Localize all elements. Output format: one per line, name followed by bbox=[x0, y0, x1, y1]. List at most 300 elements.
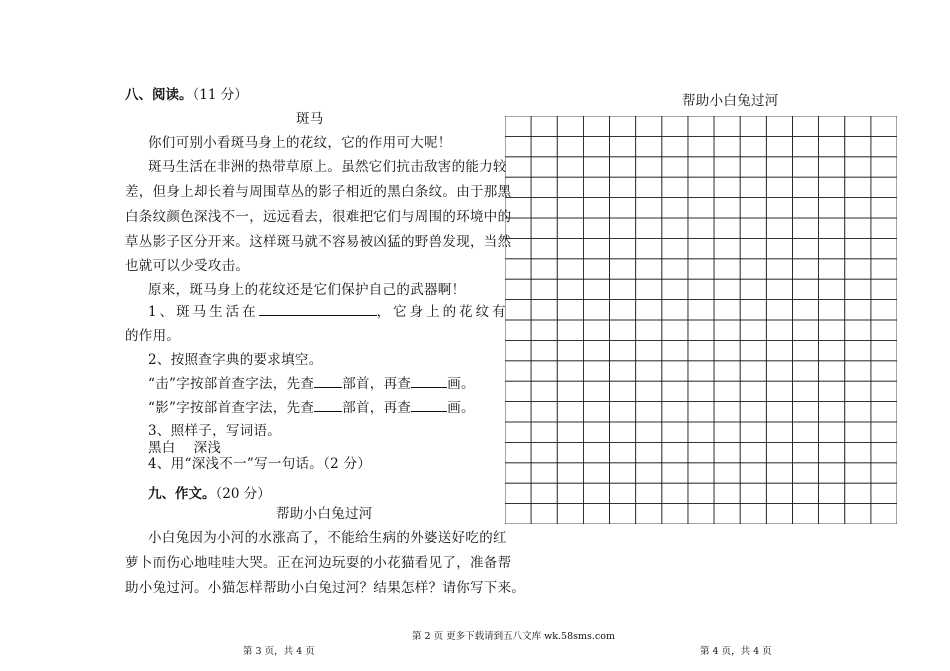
grid-cell[interactable] bbox=[714, 198, 740, 218]
grid-cell[interactable] bbox=[792, 463, 818, 483]
grid-cell[interactable] bbox=[636, 238, 662, 258]
grid-cell[interactable] bbox=[819, 483, 845, 503]
grid-cell[interactable] bbox=[557, 300, 583, 320]
grid-cell[interactable] bbox=[505, 218, 531, 238]
grid-cell[interactable] bbox=[819, 320, 845, 340]
grid-cell[interactable] bbox=[557, 279, 583, 299]
grid-cell[interactable] bbox=[819, 177, 845, 197]
grid-cell[interactable] bbox=[662, 381, 688, 401]
grid-cell[interactable] bbox=[688, 238, 714, 258]
grid-cell[interactable] bbox=[819, 218, 845, 238]
grid-cell[interactable] bbox=[583, 238, 609, 258]
grid-cell[interactable] bbox=[636, 422, 662, 442]
grid-cell[interactable] bbox=[819, 381, 845, 401]
grid-cell[interactable] bbox=[871, 300, 897, 320]
grid-cell[interactable] bbox=[583, 422, 609, 442]
grid-cell[interactable] bbox=[766, 259, 792, 279]
grid-cell[interactable] bbox=[845, 504, 871, 524]
grid-cell[interactable] bbox=[583, 177, 609, 197]
grid-cell[interactable] bbox=[610, 238, 636, 258]
grid-cell[interactable] bbox=[636, 320, 662, 340]
grid-cell[interactable] bbox=[583, 381, 609, 401]
grid-cell[interactable] bbox=[505, 279, 531, 299]
grid-cell[interactable] bbox=[819, 157, 845, 177]
grid-cell[interactable] bbox=[871, 402, 897, 422]
grid-cell[interactable] bbox=[531, 381, 557, 401]
answer-blank[interactable] bbox=[314, 399, 342, 412]
grid-cell[interactable] bbox=[531, 279, 557, 299]
grid-cell[interactable] bbox=[557, 259, 583, 279]
grid-cell[interactable] bbox=[688, 157, 714, 177]
grid-cell[interactable] bbox=[531, 136, 557, 156]
grid-cell[interactable] bbox=[583, 136, 609, 156]
grid-cell[interactable] bbox=[505, 442, 531, 462]
grid-cell[interactable] bbox=[505, 422, 531, 442]
grid-cell[interactable] bbox=[740, 483, 766, 503]
grid-cell[interactable] bbox=[531, 422, 557, 442]
grid-cell[interactable] bbox=[610, 157, 636, 177]
grid-cell[interactable] bbox=[662, 504, 688, 524]
grid-cell[interactable] bbox=[871, 198, 897, 218]
grid-cell[interactable] bbox=[610, 218, 636, 238]
grid-cell[interactable] bbox=[610, 381, 636, 401]
grid-cell[interactable] bbox=[819, 136, 845, 156]
grid-cell[interactable] bbox=[714, 483, 740, 503]
grid-cell[interactable] bbox=[740, 361, 766, 381]
grid-cell[interactable] bbox=[714, 259, 740, 279]
grid-cell[interactable] bbox=[845, 442, 871, 462]
grid-cell[interactable] bbox=[531, 340, 557, 360]
grid-cell[interactable] bbox=[531, 198, 557, 218]
grid-cell[interactable] bbox=[740, 157, 766, 177]
grid-cell[interactable] bbox=[792, 136, 818, 156]
grid-cell[interactable] bbox=[845, 340, 871, 360]
grid-cell[interactable] bbox=[792, 422, 818, 442]
grid-cell[interactable] bbox=[714, 300, 740, 320]
grid-cell[interactable] bbox=[871, 136, 897, 156]
grid-cell[interactable] bbox=[505, 361, 531, 381]
grid-cell[interactable] bbox=[766, 340, 792, 360]
grid-cell[interactable] bbox=[714, 279, 740, 299]
grid-cell[interactable] bbox=[688, 422, 714, 442]
grid-cell[interactable] bbox=[714, 116, 740, 136]
grid-cell[interactable] bbox=[766, 198, 792, 218]
grid-cell[interactable] bbox=[662, 279, 688, 299]
grid-cell[interactable] bbox=[871, 320, 897, 340]
grid-cell[interactable] bbox=[792, 442, 818, 462]
grid-cell[interactable] bbox=[610, 198, 636, 218]
answer-blank[interactable] bbox=[259, 303, 377, 316]
grid-cell[interactable] bbox=[766, 381, 792, 401]
grid-cell[interactable] bbox=[505, 483, 531, 503]
grid-cell[interactable] bbox=[766, 442, 792, 462]
grid-cell[interactable] bbox=[610, 402, 636, 422]
grid-cell[interactable] bbox=[610, 177, 636, 197]
grid-cell[interactable] bbox=[871, 504, 897, 524]
grid-cell[interactable] bbox=[740, 177, 766, 197]
grid-cell[interactable] bbox=[557, 361, 583, 381]
grid-cell[interactable] bbox=[688, 198, 714, 218]
grid-cell[interactable] bbox=[740, 218, 766, 238]
grid-cell[interactable] bbox=[505, 136, 531, 156]
grid-cell[interactable] bbox=[557, 177, 583, 197]
grid-cell[interactable] bbox=[740, 300, 766, 320]
grid-cell[interactable] bbox=[871, 483, 897, 503]
grid-cell[interactable] bbox=[871, 116, 897, 136]
grid-cell[interactable] bbox=[636, 218, 662, 238]
grid-cell[interactable] bbox=[766, 177, 792, 197]
grid-cell[interactable] bbox=[714, 463, 740, 483]
grid-cell[interactable] bbox=[505, 238, 531, 258]
grid-cell[interactable] bbox=[766, 463, 792, 483]
grid-cell[interactable] bbox=[557, 157, 583, 177]
grid-cell[interactable] bbox=[636, 483, 662, 503]
grid-cell[interactable] bbox=[845, 218, 871, 238]
grid-cell[interactable] bbox=[557, 381, 583, 401]
grid-cell[interactable] bbox=[688, 320, 714, 340]
grid-cell[interactable] bbox=[636, 361, 662, 381]
grid-cell[interactable] bbox=[557, 504, 583, 524]
answer-blank[interactable] bbox=[411, 375, 447, 388]
grid-cell[interactable] bbox=[740, 238, 766, 258]
grid-cell[interactable] bbox=[505, 116, 531, 136]
grid-cell[interactable] bbox=[583, 279, 609, 299]
grid-cell[interactable] bbox=[714, 136, 740, 156]
grid-cell[interactable] bbox=[845, 402, 871, 422]
grid-cell[interactable] bbox=[792, 238, 818, 258]
grid-cell[interactable] bbox=[845, 463, 871, 483]
grid-cell[interactable] bbox=[792, 198, 818, 218]
grid-cell[interactable] bbox=[610, 320, 636, 340]
grid-cell[interactable] bbox=[636, 136, 662, 156]
grid-cell[interactable] bbox=[531, 483, 557, 503]
grid-cell[interactable] bbox=[505, 300, 531, 320]
grid-cell[interactable] bbox=[557, 238, 583, 258]
grid-cell[interactable] bbox=[662, 300, 688, 320]
grid-cell[interactable] bbox=[688, 300, 714, 320]
grid-cell[interactable] bbox=[819, 422, 845, 442]
grid-cell[interactable] bbox=[845, 116, 871, 136]
grid-cell[interactable] bbox=[766, 361, 792, 381]
grid-cell[interactable] bbox=[819, 279, 845, 299]
grid-cell[interactable] bbox=[714, 340, 740, 360]
grid-cell[interactable] bbox=[740, 136, 766, 156]
grid-cell[interactable] bbox=[610, 422, 636, 442]
grid-cell[interactable] bbox=[531, 238, 557, 258]
grid-cell[interactable] bbox=[714, 361, 740, 381]
grid-cell[interactable] bbox=[819, 198, 845, 218]
grid-cell[interactable] bbox=[583, 198, 609, 218]
grid-cell[interactable] bbox=[714, 504, 740, 524]
grid-cell[interactable] bbox=[766, 483, 792, 503]
grid-cell[interactable] bbox=[505, 198, 531, 218]
writing-grid[interactable] bbox=[505, 116, 897, 524]
grid-cell[interactable] bbox=[662, 320, 688, 340]
grid-cell[interactable] bbox=[766, 136, 792, 156]
grid-cell[interactable] bbox=[531, 463, 557, 483]
grid-cell[interactable] bbox=[583, 300, 609, 320]
grid-cell[interactable] bbox=[505, 320, 531, 340]
grid-cell[interactable] bbox=[792, 279, 818, 299]
grid-cell[interactable] bbox=[871, 218, 897, 238]
grid-cell[interactable] bbox=[662, 259, 688, 279]
grid-cell[interactable] bbox=[662, 116, 688, 136]
grid-cell[interactable] bbox=[505, 463, 531, 483]
grid-cell[interactable] bbox=[610, 279, 636, 299]
grid-cell[interactable] bbox=[610, 463, 636, 483]
grid-cell[interactable] bbox=[662, 483, 688, 503]
grid-cell[interactable] bbox=[662, 422, 688, 442]
grid-cell[interactable] bbox=[819, 259, 845, 279]
grid-cell[interactable] bbox=[688, 116, 714, 136]
grid-cell[interactable] bbox=[845, 157, 871, 177]
grid-cell[interactable] bbox=[740, 116, 766, 136]
grid-cell[interactable] bbox=[688, 361, 714, 381]
grid-cell[interactable] bbox=[871, 238, 897, 258]
grid-cell[interactable] bbox=[610, 361, 636, 381]
grid-cell[interactable] bbox=[792, 157, 818, 177]
grid-cell[interactable] bbox=[662, 361, 688, 381]
grid-cell[interactable] bbox=[531, 259, 557, 279]
grid-cell[interactable] bbox=[557, 340, 583, 360]
grid-cell[interactable] bbox=[583, 340, 609, 360]
grid-cell[interactable] bbox=[792, 259, 818, 279]
grid-cell[interactable] bbox=[871, 279, 897, 299]
grid-cell[interactable] bbox=[636, 259, 662, 279]
grid-cell[interactable] bbox=[583, 218, 609, 238]
grid-cell[interactable] bbox=[792, 320, 818, 340]
grid-cell[interactable] bbox=[871, 361, 897, 381]
grid-cell[interactable] bbox=[792, 340, 818, 360]
grid-cell[interactable] bbox=[610, 442, 636, 462]
grid-cell[interactable] bbox=[819, 116, 845, 136]
grid-cell[interactable] bbox=[688, 463, 714, 483]
grid-cell[interactable] bbox=[740, 381, 766, 401]
grid-cell[interactable] bbox=[819, 300, 845, 320]
grid-cell[interactable] bbox=[871, 259, 897, 279]
grid-cell[interactable] bbox=[531, 361, 557, 381]
grid-cell[interactable] bbox=[819, 402, 845, 422]
grid-cell[interactable] bbox=[766, 422, 792, 442]
grid-cell[interactable] bbox=[531, 177, 557, 197]
grid-cell[interactable] bbox=[871, 442, 897, 462]
grid-cell[interactable] bbox=[766, 320, 792, 340]
grid-cell[interactable] bbox=[688, 340, 714, 360]
grid-cell[interactable] bbox=[792, 504, 818, 524]
grid-cell[interactable] bbox=[740, 504, 766, 524]
grid-cell[interactable] bbox=[792, 402, 818, 422]
grid-cell[interactable] bbox=[610, 483, 636, 503]
grid-cell[interactable] bbox=[636, 279, 662, 299]
grid-cell[interactable] bbox=[714, 218, 740, 238]
grid-cell[interactable] bbox=[557, 463, 583, 483]
grid-cell[interactable] bbox=[557, 483, 583, 503]
grid-cell[interactable] bbox=[766, 218, 792, 238]
grid-cell[interactable] bbox=[766, 238, 792, 258]
grid-cell[interactable] bbox=[688, 177, 714, 197]
grid-cell[interactable] bbox=[557, 198, 583, 218]
grid-cell[interactable] bbox=[845, 259, 871, 279]
grid-cell[interactable] bbox=[819, 463, 845, 483]
grid-cell[interactable] bbox=[766, 504, 792, 524]
grid-cell[interactable] bbox=[871, 157, 897, 177]
grid-cell[interactable] bbox=[740, 442, 766, 462]
grid-cell[interactable] bbox=[871, 381, 897, 401]
grid-cell[interactable] bbox=[714, 238, 740, 258]
grid-cell[interactable] bbox=[662, 340, 688, 360]
grid-cell[interactable] bbox=[505, 177, 531, 197]
grid-cell[interactable] bbox=[662, 157, 688, 177]
grid-cell[interactable] bbox=[662, 238, 688, 258]
grid-cell[interactable] bbox=[766, 279, 792, 299]
answer-blank[interactable] bbox=[314, 375, 342, 388]
grid-cell[interactable] bbox=[766, 402, 792, 422]
grid-cell[interactable] bbox=[610, 300, 636, 320]
grid-cell[interactable] bbox=[636, 300, 662, 320]
grid-cell[interactable] bbox=[531, 320, 557, 340]
grid-cell[interactable] bbox=[845, 483, 871, 503]
answer-blank[interactable] bbox=[411, 399, 447, 412]
grid-cell[interactable] bbox=[766, 157, 792, 177]
grid-cell[interactable] bbox=[766, 116, 792, 136]
grid-cell[interactable] bbox=[792, 381, 818, 401]
grid-cell[interactable] bbox=[714, 402, 740, 422]
grid-cell[interactable] bbox=[583, 320, 609, 340]
grid-cell[interactable] bbox=[688, 381, 714, 401]
grid-cell[interactable] bbox=[636, 157, 662, 177]
grid-cell[interactable] bbox=[714, 320, 740, 340]
grid-cell[interactable] bbox=[636, 504, 662, 524]
grid-cell[interactable] bbox=[531, 402, 557, 422]
grid-cell[interactable] bbox=[610, 340, 636, 360]
grid-cell[interactable] bbox=[792, 483, 818, 503]
grid-cell[interactable] bbox=[819, 504, 845, 524]
grid-cell[interactable] bbox=[505, 402, 531, 422]
grid-cell[interactable] bbox=[740, 463, 766, 483]
grid-cell[interactable] bbox=[740, 259, 766, 279]
grid-cell[interactable] bbox=[845, 177, 871, 197]
grid-cell[interactable] bbox=[557, 422, 583, 442]
grid-cell[interactable] bbox=[740, 320, 766, 340]
grid-cell[interactable] bbox=[583, 463, 609, 483]
grid-cell[interactable] bbox=[766, 300, 792, 320]
grid-cell[interactable] bbox=[688, 136, 714, 156]
grid-cell[interactable] bbox=[610, 116, 636, 136]
grid-cell[interactable] bbox=[636, 198, 662, 218]
grid-cell[interactable] bbox=[714, 381, 740, 401]
grid-cell[interactable] bbox=[845, 300, 871, 320]
grid-cell[interactable] bbox=[740, 198, 766, 218]
grid-cell[interactable] bbox=[610, 259, 636, 279]
grid-cell[interactable] bbox=[505, 381, 531, 401]
grid-cell[interactable] bbox=[557, 218, 583, 238]
grid-cell[interactable] bbox=[636, 177, 662, 197]
grid-cell[interactable] bbox=[583, 483, 609, 503]
grid-cell[interactable] bbox=[557, 136, 583, 156]
grid-cell[interactable] bbox=[740, 279, 766, 299]
grid-cell[interactable] bbox=[845, 136, 871, 156]
grid-cell[interactable] bbox=[505, 259, 531, 279]
grid-cell[interactable] bbox=[583, 361, 609, 381]
grid-cell[interactable] bbox=[845, 198, 871, 218]
grid-cell[interactable] bbox=[792, 177, 818, 197]
grid-cell[interactable] bbox=[583, 157, 609, 177]
grid-cell[interactable] bbox=[714, 177, 740, 197]
grid-cell[interactable] bbox=[871, 463, 897, 483]
grid-cell[interactable] bbox=[688, 504, 714, 524]
grid-cell[interactable] bbox=[688, 483, 714, 503]
grid-cell[interactable] bbox=[505, 504, 531, 524]
grid-cell[interactable] bbox=[662, 442, 688, 462]
grid-cell[interactable] bbox=[662, 463, 688, 483]
grid-cell[interactable] bbox=[845, 279, 871, 299]
grid-cell[interactable] bbox=[610, 136, 636, 156]
grid-cell[interactable] bbox=[871, 177, 897, 197]
grid-cell[interactable] bbox=[792, 361, 818, 381]
grid-cell[interactable] bbox=[871, 422, 897, 442]
grid-cell[interactable] bbox=[688, 218, 714, 238]
grid-cell[interactable] bbox=[792, 218, 818, 238]
grid-cell[interactable] bbox=[557, 402, 583, 422]
grid-cell[interactable] bbox=[531, 157, 557, 177]
grid-cell[interactable] bbox=[845, 381, 871, 401]
grid-cell[interactable] bbox=[531, 504, 557, 524]
grid-cell[interactable] bbox=[583, 402, 609, 422]
grid-cell[interactable] bbox=[714, 157, 740, 177]
grid-cell[interactable] bbox=[557, 320, 583, 340]
grid-cell[interactable] bbox=[531, 300, 557, 320]
grid-cell[interactable] bbox=[688, 442, 714, 462]
grid-cell[interactable] bbox=[636, 402, 662, 422]
grid-cell[interactable] bbox=[583, 259, 609, 279]
grid-cell[interactable] bbox=[819, 340, 845, 360]
grid-cell[interactable] bbox=[845, 320, 871, 340]
grid-cell[interactable] bbox=[662, 136, 688, 156]
grid-cell[interactable] bbox=[819, 442, 845, 462]
grid-cell[interactable] bbox=[688, 279, 714, 299]
grid-cell[interactable] bbox=[740, 340, 766, 360]
grid-cell[interactable] bbox=[610, 504, 636, 524]
grid-cell[interactable] bbox=[792, 116, 818, 136]
grid-cell[interactable] bbox=[636, 442, 662, 462]
grid-cell[interactable] bbox=[557, 442, 583, 462]
grid-cell[interactable] bbox=[845, 361, 871, 381]
grid-cell[interactable] bbox=[688, 402, 714, 422]
grid-cell[interactable] bbox=[583, 442, 609, 462]
grid-cell[interactable] bbox=[662, 177, 688, 197]
grid-cell[interactable] bbox=[819, 238, 845, 258]
grid-cell[interactable] bbox=[636, 340, 662, 360]
grid-cell[interactable] bbox=[740, 422, 766, 442]
grid-cell[interactable] bbox=[740, 402, 766, 422]
grid-cell[interactable] bbox=[531, 218, 557, 238]
grid-cell[interactable] bbox=[662, 198, 688, 218]
grid-cell[interactable] bbox=[819, 361, 845, 381]
grid-cell[interactable] bbox=[531, 116, 557, 136]
grid-cell[interactable] bbox=[714, 422, 740, 442]
grid-cell[interactable] bbox=[845, 422, 871, 442]
grid-cell[interactable] bbox=[845, 238, 871, 258]
grid-cell[interactable] bbox=[662, 218, 688, 238]
grid-cell[interactable] bbox=[714, 442, 740, 462]
grid-cell[interactable] bbox=[505, 157, 531, 177]
grid-cell[interactable] bbox=[636, 463, 662, 483]
grid-cell[interactable] bbox=[636, 381, 662, 401]
grid-cell[interactable] bbox=[531, 442, 557, 462]
grid-cell[interactable] bbox=[583, 504, 609, 524]
grid-cell[interactable] bbox=[688, 259, 714, 279]
grid-cell[interactable] bbox=[557, 116, 583, 136]
